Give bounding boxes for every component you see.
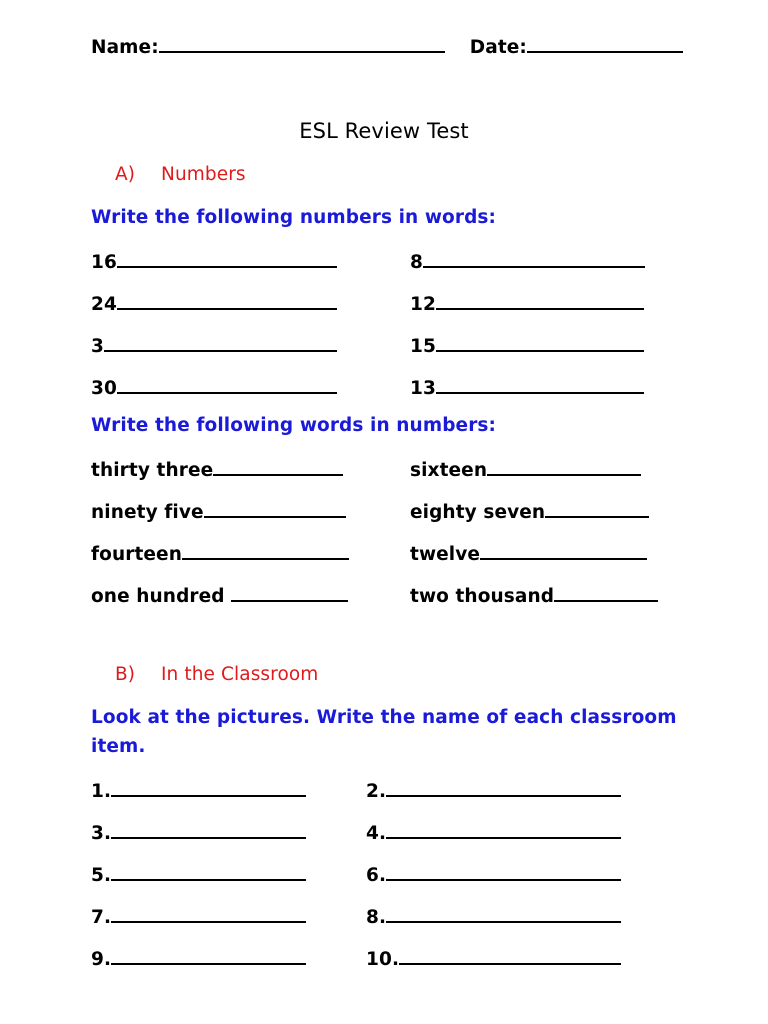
answer-blank[interactable] bbox=[111, 777, 306, 797]
answer-blank[interactable] bbox=[182, 540, 349, 560]
number-item: 8 bbox=[410, 248, 645, 290]
answer-blank[interactable] bbox=[386, 903, 621, 923]
words-right-column bbox=[410, 456, 658, 624]
page-title: ESL Review Test bbox=[299, 119, 469, 143]
answer-blank[interactable] bbox=[104, 332, 337, 352]
word-item: twelve bbox=[410, 540, 658, 582]
classroom-item: 8. bbox=[366, 903, 621, 945]
answer-blank[interactable] bbox=[480, 540, 647, 560]
word-item: two thousand bbox=[410, 582, 658, 624]
answer-blank[interactable] bbox=[386, 861, 621, 881]
classroom-item: 1. bbox=[91, 777, 306, 819]
words-left-column bbox=[91, 456, 349, 624]
classroom-item: 7. bbox=[91, 903, 306, 945]
answer-blank[interactable] bbox=[111, 903, 306, 923]
answer-blank[interactable] bbox=[117, 374, 337, 394]
answer-blank[interactable] bbox=[554, 582, 658, 602]
instruction-classroom-line1: Look at the pictures. Write the name of each classroom bbox=[91, 707, 677, 728]
answer-blank[interactable] bbox=[436, 374, 644, 394]
word-item: thirty three bbox=[91, 456, 349, 498]
answer-blank[interactable] bbox=[204, 498, 346, 518]
answer-blank[interactable] bbox=[111, 945, 306, 965]
answer-blank[interactable] bbox=[399, 945, 621, 965]
date-label: Date: bbox=[469, 37, 527, 58]
number-item: 13 bbox=[410, 374, 645, 416]
word-item: ninety five bbox=[91, 498, 349, 540]
name-label: Name: bbox=[91, 37, 159, 58]
number-item: 3 bbox=[91, 332, 337, 374]
answer-blank[interactable] bbox=[231, 582, 348, 602]
answer-blank[interactable] bbox=[487, 456, 641, 476]
answer-blank[interactable] bbox=[423, 248, 645, 268]
name-blank[interactable] bbox=[159, 33, 445, 53]
classroom-item: 3. bbox=[91, 819, 306, 861]
section-b-letter: B) bbox=[115, 664, 136, 685]
answer-blank[interactable] bbox=[545, 498, 649, 518]
classroom-right-column bbox=[366, 777, 621, 987]
section-b-title: In the Classroom bbox=[161, 664, 319, 685]
answer-blank[interactable] bbox=[386, 819, 621, 839]
instruction-words-to-numbers: Write the following words in numbers: bbox=[91, 415, 497, 436]
classroom-item: 10. bbox=[366, 945, 621, 987]
classroom-item: 2. bbox=[366, 777, 621, 819]
instruction-numbers-to-words: Write the following numbers in words: bbox=[91, 207, 497, 228]
section-a-letter: A) bbox=[115, 164, 136, 185]
answer-blank[interactable] bbox=[436, 332, 644, 352]
word-item: fourteen bbox=[91, 540, 349, 582]
number-item: 30 bbox=[91, 374, 337, 416]
classroom-item: 6. bbox=[366, 861, 621, 903]
number-item: 15 bbox=[410, 332, 645, 374]
answer-blank[interactable] bbox=[117, 248, 337, 268]
word-item: one hundred bbox=[91, 582, 349, 624]
number-item: 24 bbox=[91, 290, 337, 332]
answer-blank[interactable] bbox=[111, 861, 306, 881]
answer-blank[interactable] bbox=[111, 819, 306, 839]
classroom-left-column bbox=[91, 777, 306, 987]
instruction-classroom-line2: item. bbox=[91, 736, 146, 757]
word-item: eighty seven bbox=[410, 498, 658, 540]
classroom-item: 9. bbox=[91, 945, 306, 987]
word-item: sixteen bbox=[410, 456, 658, 498]
answer-blank[interactable] bbox=[386, 777, 621, 797]
numbers-left-column bbox=[91, 248, 337, 416]
number-item: 16 bbox=[91, 248, 337, 290]
numbers-right-column bbox=[410, 248, 645, 416]
classroom-item: 5. bbox=[91, 861, 306, 903]
name-date-row bbox=[91, 33, 683, 60]
section-a-title: Numbers bbox=[161, 164, 246, 185]
answer-blank[interactable] bbox=[436, 290, 644, 310]
number-item: 12 bbox=[410, 290, 645, 332]
answer-blank[interactable] bbox=[213, 456, 343, 476]
classroom-item: 4. bbox=[366, 819, 621, 861]
answer-blank[interactable] bbox=[117, 290, 337, 310]
date-blank[interactable] bbox=[527, 33, 683, 53]
